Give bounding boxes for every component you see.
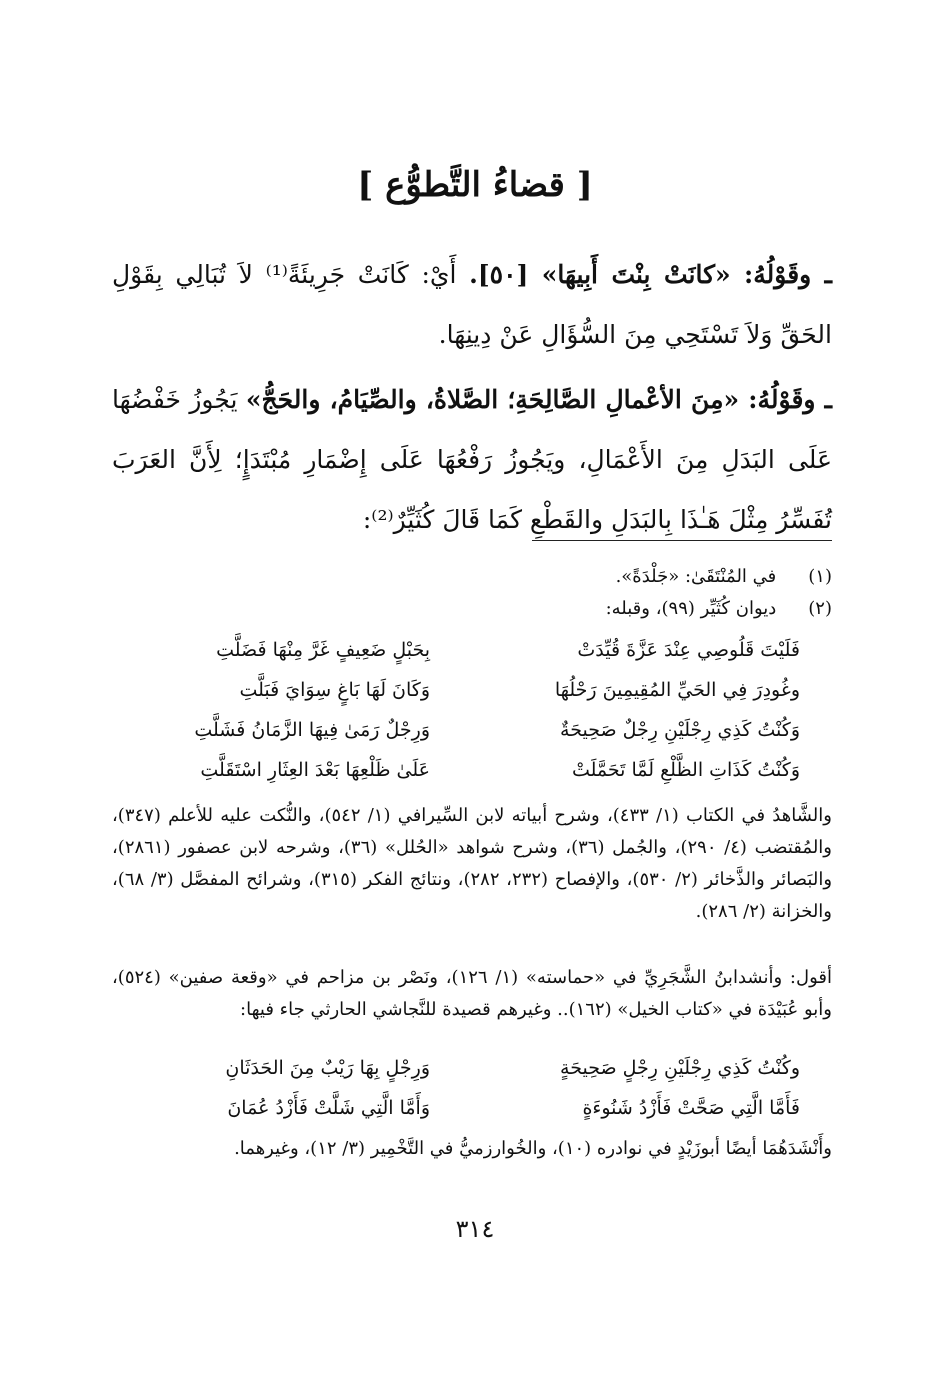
footnote-2-text: ديوان كُثَيِّر (٩٩)، وقبله:: [605, 598, 777, 619]
verse-hemistich: وَرِجْلٍ بِهَا رَيْبٌ مِنَ الحَدَثَانِ: [225, 1057, 430, 1079]
footnote-1-text: في المُنْتَقَىٰ: «جَلْدَةً».: [615, 566, 777, 587]
verse-hemistich: بِحَبْلٍ ضَعِيفٍ غَرَّ مِنْهَا فَضَلَّتِ: [216, 639, 430, 661]
footnote-2: [112, 592, 832, 626]
footnote-2-sources: والشَّاهدُ في الكتاب (١/ ٤٣٣)، وشرح أبياته لابن السِّيرافي (١/ ٥٤٢)، والنُّكت عليه للأعلم (٣٤٧)، والمُقتضب (٤/ ٢٩٠)، والجُمل (٣٦)، وشرح شواهد «الحُلل» (٣٦)، وشرحه لابن عصفور (٢٨٦١)، والبَصائر والذَّخائر (٢/ ٥٣٠)، والإفصاح (٢٣٢، ٢٨٢)، ونتائج الفكر (٣١٥)، وشرائح المفصَّل (٣/ ٦٨)، والخزانة (٢/ ٢٨٦).: [112, 805, 833, 922]
verse-hemistich: فَأَمَّا الَّتِي صَحَّتْ فَأَزْدُ شَنُوءَةٍ: [582, 1097, 800, 1119]
footnote-2-note: أقول: وأنشدابنُ الشَّجَرِيِّ في «حماسته» (١/ ١٢٦)، ونَصْر بن مزاحم في «وقعة صفين» (٥٢٤)، وأبو عُبَيْدَة في «كتاب الخيل» (١٦٢).. وغيرهم قصيدة للنَّجاشي الحارثي جاء فيها:: [112, 967, 832, 1020]
footnote-1: [112, 560, 832, 594]
footnote-separator: [532, 540, 832, 541]
verse-line: [110, 1088, 800, 1128]
section-title: [ قضاءُ التَّطوُّع ]: [357, 165, 593, 205]
verse-line: [110, 630, 800, 670]
paragraph-2-lead: ـ وقَوْلُهُ: «مِنَ الأعْمالِ الصَّالِحَةِ؛ الصَّلاةُ، والصِّيَامُ، والحَجُّ»: [245, 385, 832, 414]
paragraph-2-text: يَجُوزُ خَفْضُهَا عَلَى البَدَلِ مِنَ الأَعْمَالِ، ويَجُوزُ رَفْعُهَا عَلَى إِضْمَارِ مُبْتَدَإٍ؛ لِأَنَّ العَرَبَ تُفَسِّرُ مِثْلَ هَـٰذَا بِالبَدَلِ والقَطْعِ كَمَا قَالَ كُثَيِّرٌ⁽²⁾:: [112, 385, 832, 534]
verse-line: [110, 710, 800, 750]
paragraph-1-lead: ـ وقَوْلُهُ: «كانَتْ بِنْتَ أَبِيهَا» [٥٠].: [469, 260, 833, 289]
verse-hemistich: وَكُنْتُ كَذَاتِ الظَّلْعِ لَمَّا تَحَمَّلَتْ: [571, 759, 800, 781]
footnote-2-number: (٢): [808, 598, 832, 619]
page-number: ٣١٤: [455, 1215, 495, 1243]
verse-hemistich: عَلَىٰ ظَلْعِهَا بَعْدَ العِثَارِ اسْتَقَلَّتِ: [200, 759, 430, 781]
verse-hemistich: وَكُنْتُ كَذِي رِجْلَيْنِ رِجْلٌ صَحِيحَةٌ: [560, 719, 800, 741]
verses-block-1: [110, 630, 800, 790]
verse-line: [110, 750, 800, 790]
footnote-2-closing: وأَنْشَدَهُمَا أيضًا أبوزَيْدٍ في نوادره (١٠)، والخُوارزميُّ في التَّخْمِير (٣/ ١٢)، وغيرهما.: [234, 1138, 832, 1159]
paragraph-1: [112, 245, 832, 365]
paragraph-2: [112, 370, 832, 550]
verse-hemistich: وغُودِرَ فِي الحَيِّ المُقِيمِينَ رَحْلُهَا: [554, 679, 800, 701]
verse-hemistich: وَرِجْلٌ رَمَىٰ فِيهَا الزَّمَانُ فَشَلَّتِ: [194, 719, 430, 741]
verse-hemistich: فَلَيْتَ قَلُوصِي عِنْدَ عَزَّةَ قُيِّدَتْ: [577, 639, 800, 661]
footnote-1-number: (١): [808, 566, 832, 587]
verse-line: [110, 1048, 800, 1088]
verse-hemistich: وَكَانَ لَهَا بَاغٍ سِوَايَ فَبَلَّتِ: [239, 679, 430, 701]
paragraph-1-text: أَيْ: كَانَتْ جَرِيئَةً⁽¹⁾ لاَ تُبَالِي بِقَوْلِ الحَقِّ وَلاَ تَسْتَحِي مِنَ السُّؤَالِ عَنْ دِينِهَا.: [112, 260, 832, 349]
verse-line: [110, 670, 800, 710]
verses-block-2: [110, 1048, 800, 1128]
verse-hemistich: وَأَمَّا الَّتِي شَلَّتْ فَأَزْدُ عُمَانَ: [227, 1097, 430, 1119]
verse-hemistich: وكُنْتُ كَذِي رِجْلَيْنِ رِجْلٍ صَحِيحَةٍ: [560, 1057, 800, 1079]
